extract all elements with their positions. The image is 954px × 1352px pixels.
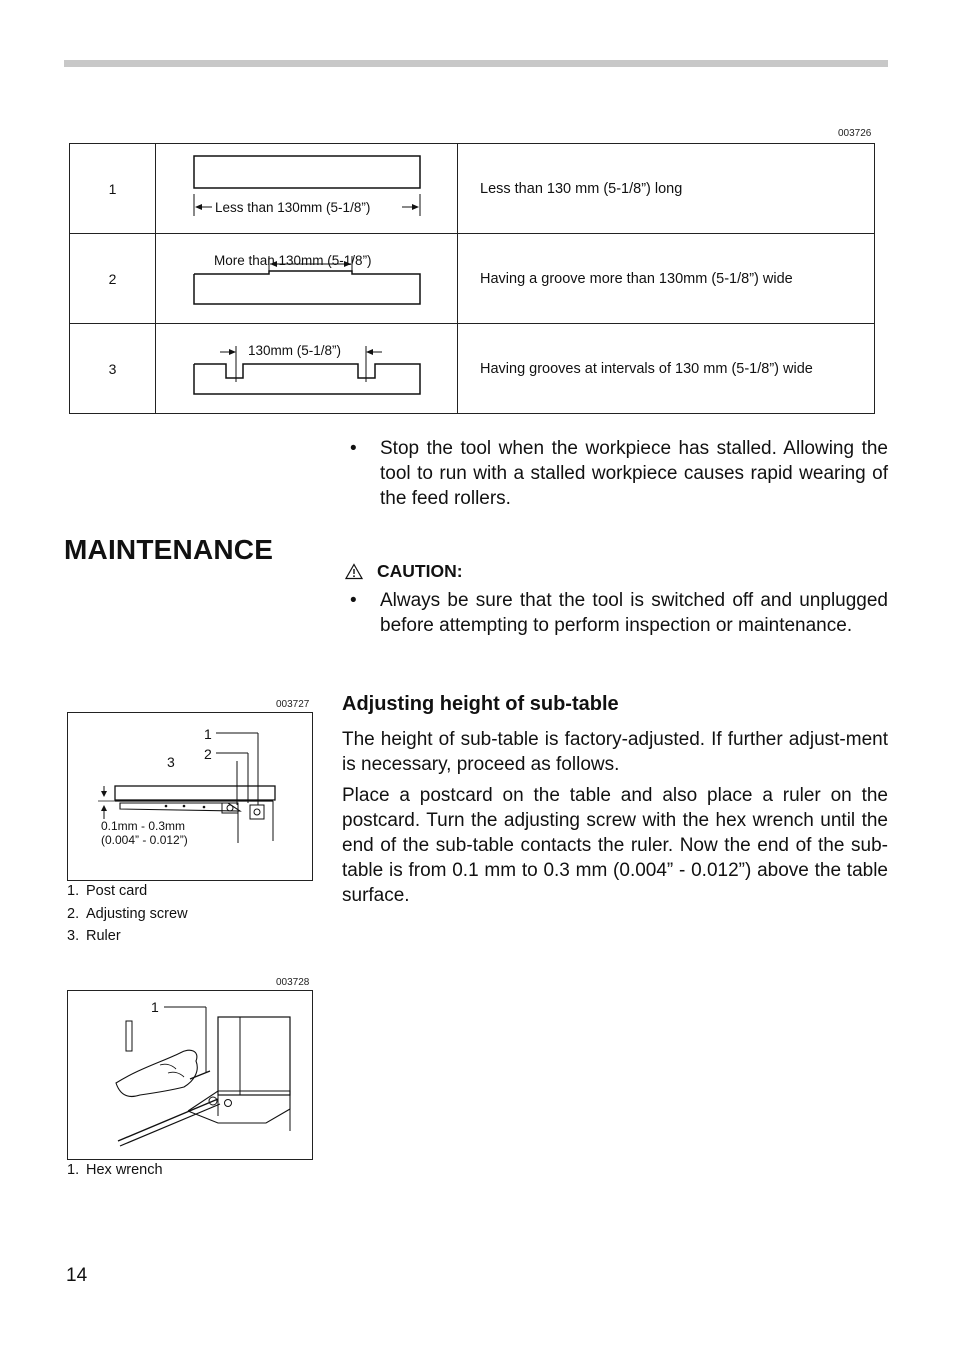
length-label: Less than 130mm (5-1/8”) (215, 200, 371, 215)
figure-code-hex-wrench: 003728 (276, 977, 310, 988)
legend-item: 3. Ruler (67, 928, 121, 944)
measurement-inch: (0.004” - 0.012”) (101, 833, 188, 847)
short-board-drawing (156, 144, 457, 233)
header-rule (64, 60, 888, 67)
row-number: 3 (70, 324, 156, 414)
callout-hex-wrench: 1 (151, 999, 159, 1015)
subtable-figure (67, 712, 313, 881)
hex-wrench-figure (67, 990, 313, 1160)
callout-ruler: 3 (167, 754, 175, 770)
warning-triangle-icon (345, 563, 363, 580)
legend-item: 1. Hex wrench (67, 1162, 163, 1178)
callout-post-card: 1 (204, 726, 212, 742)
table-row (70, 234, 875, 324)
section-title: MAINTENANCE (64, 534, 274, 565)
row-number: 2 (70, 234, 156, 324)
subtable-legend (67, 880, 188, 948)
interval-board-drawing (156, 324, 457, 413)
hex-wrench-drawing (68, 991, 311, 1158)
row-description: Less than 130 mm (5-1/8”) long (458, 144, 875, 234)
row-description: Having grooves at intervals of 130 mm (5-1/8”) wide (458, 324, 875, 414)
row-description: Having a groove more than 130mm (5-1/8”) wide (458, 234, 875, 324)
interval-label: 130mm (5-1/8”) (248, 343, 342, 358)
groove-label: More than 130mm (5-1/8”) (214, 253, 372, 268)
callout-adjusting-screw: 2 (204, 746, 212, 762)
legend-item: 2. Adjusting screw (67, 905, 188, 922)
bullet-icon: • (350, 438, 357, 459)
subtable-drawing (68, 713, 311, 879)
workpiece-table (69, 143, 875, 414)
workpiece-diagram-groove (156, 234, 458, 324)
page-number: 14 (66, 1265, 88, 1286)
caution-label: CAUTION: (377, 561, 463, 581)
table-row (70, 144, 875, 234)
table-row (70, 324, 875, 414)
row-number: 1 (70, 144, 156, 234)
hex-wrench-legend (67, 1159, 163, 1182)
bullet-icon: • (350, 590, 357, 611)
workpiece-diagram-intervals (156, 324, 458, 414)
subsection-title: Adjusting height of sub-table (342, 693, 619, 715)
groove-board-drawing (156, 234, 457, 323)
caution-note (342, 588, 888, 638)
measurement-mm: 0.1mm - 0.3mm (101, 819, 186, 833)
legend-item: 1. Post card (67, 883, 148, 899)
caution-heading (345, 561, 463, 582)
paragraph-procedure: Place a postcard on the table and also place a ruler on the postcard. Turn the adjusting screw with the hex wrench until the end of the sub-table contacts the ruler. Now the end of the sub-table is from 0.1 mm to 0.3 mm (0.004” - 0.012”) above the table surface. (342, 785, 888, 906)
caution-text: Always be sure that the tool is switched off and unplugged before attempting to perform inspection or maintenance. (380, 590, 888, 636)
stop-tool-text: Stop the tool when the workpiece has stalled. Allowing the tool to run with a stalled workpiece causes rapid wearing of the feed rollers. (380, 438, 888, 509)
stop-tool-note (342, 436, 888, 511)
workpiece-diagram-short (156, 144, 458, 234)
figure-code-subtable: 003727 (276, 699, 310, 710)
paragraph-intro: The height of sub-table is factory-adjusted. If further adjust-ment is necessary, proceed as follows. (342, 729, 888, 775)
figure-code-table: 003726 (838, 128, 872, 139)
